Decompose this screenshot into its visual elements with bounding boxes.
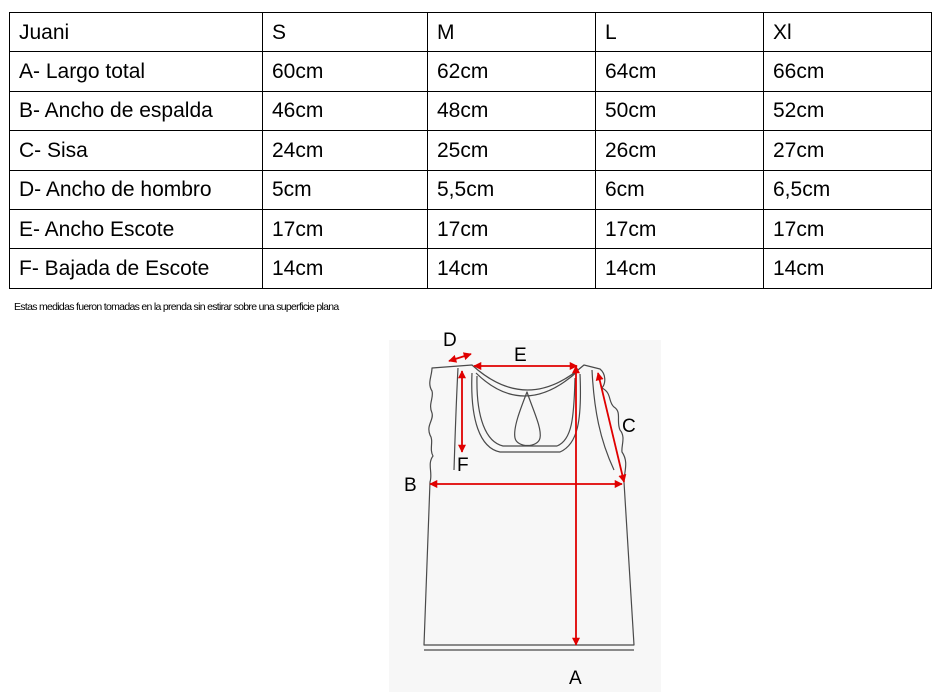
- table-cell: 14cm: [263, 249, 428, 288]
- measurement-note: Estas medidas fueron tomadas en la prenda sin estirar sobre una superficie plana: [14, 301, 339, 313]
- table-cell: E- Ancho Escote: [10, 209, 263, 248]
- label-b: B: [404, 475, 417, 496]
- table-cell: 17cm: [428, 209, 596, 248]
- table-cell: 46cm: [263, 91, 428, 130]
- header-cell: Juani: [10, 13, 263, 52]
- header-cell: M: [428, 13, 596, 52]
- table-cell: 48cm: [428, 91, 596, 130]
- table-cell: 17cm: [596, 209, 764, 248]
- header-cell: S: [263, 13, 428, 52]
- header-cell: Xl: [764, 13, 932, 52]
- table-cell: 60cm: [263, 52, 428, 91]
- table-cell: 52cm: [764, 91, 932, 130]
- table-cell: A- Largo total: [10, 52, 263, 91]
- table-cell: 6,5cm: [764, 170, 932, 209]
- table-cell: 5,5cm: [428, 170, 596, 209]
- header-cell: L: [596, 13, 764, 52]
- table-cell: 25cm: [428, 131, 596, 170]
- diagram-background: [389, 340, 661, 692]
- label-c: C: [622, 416, 636, 437]
- table-cell: C- Sisa: [10, 131, 263, 170]
- table-cell: 6cm: [596, 170, 764, 209]
- table-cell: 17cm: [263, 209, 428, 248]
- table-cell: 17cm: [764, 209, 932, 248]
- label-f: F: [457, 455, 469, 476]
- table-cell: 5cm: [263, 170, 428, 209]
- table-cell: 50cm: [596, 91, 764, 130]
- table-cell: 24cm: [263, 131, 428, 170]
- table-cell: 26cm: [596, 131, 764, 170]
- table-cell: 14cm: [764, 249, 932, 288]
- label-e: E: [514, 345, 527, 366]
- table-cell: F- Bajada de Escote: [10, 249, 263, 288]
- label-d: D: [443, 330, 457, 351]
- table-cell: 14cm: [596, 249, 764, 288]
- label-a: A: [569, 668, 582, 689]
- table-cell: B- Ancho de espalda: [10, 91, 263, 130]
- table-cell: 62cm: [428, 52, 596, 91]
- table-cell: 27cm: [764, 131, 932, 170]
- table-cell: 64cm: [596, 52, 764, 91]
- table-cell: D- Ancho de hombro: [10, 170, 263, 209]
- table-cell: 14cm: [428, 249, 596, 288]
- table-cell: 66cm: [764, 52, 932, 91]
